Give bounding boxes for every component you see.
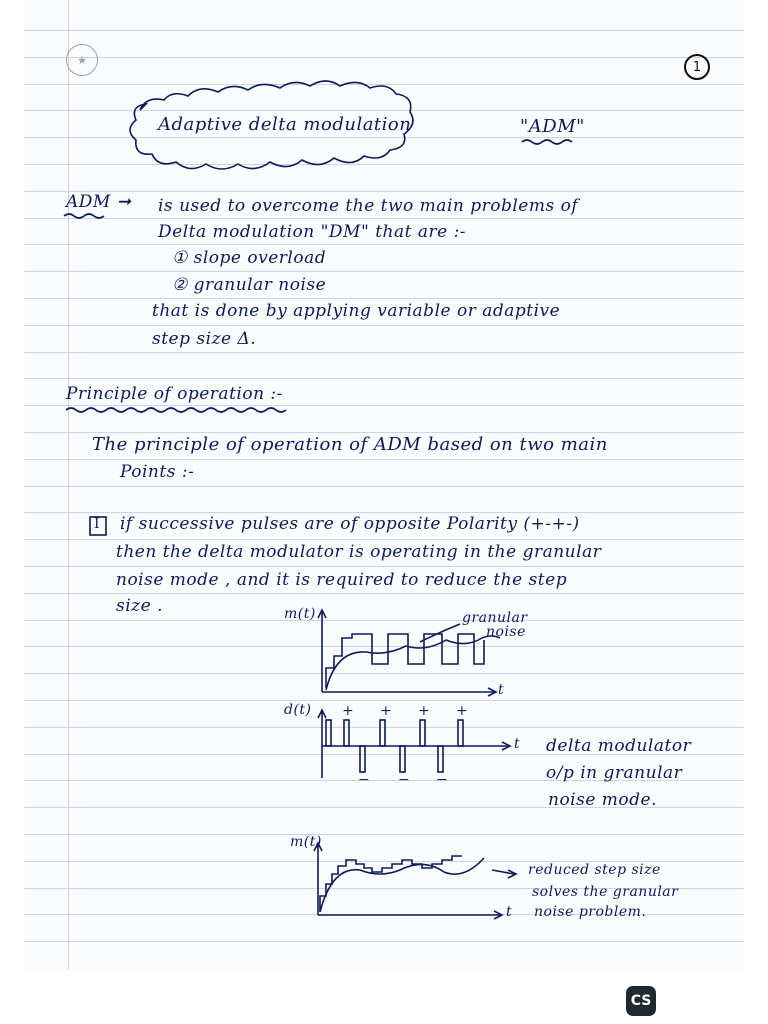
graph3-caption-3: noise problem. [534,904,647,920]
graph2-minus-3: − [436,772,449,788]
graph2-plus-4: + [456,703,469,719]
graph2-plus-3: + [418,703,431,719]
graph3-xlabel: t [506,904,513,920]
graph2-xlabel: t [514,736,521,752]
page-title: Adaptive delta modulation [158,114,412,135]
camscanner-logo: CS [626,986,656,1016]
graph3-caption-1: reduced step size [528,862,661,878]
graph3 [314,843,516,919]
abbr-underline [522,140,572,144]
graph1-xlabel: t [498,682,505,698]
graph1-annotation-1: granular [462,610,528,626]
graph2-plus-2: + [380,703,393,719]
graph3-caption-2: solves the granular [532,884,679,900]
point1-line-4: size . [116,596,163,616]
graph3-ylabel: m(t) [290,834,322,850]
graph2 [318,710,510,778]
graph2-minus-1: − [358,772,371,788]
graph1-ylabel: m(t) [284,606,316,622]
point1-line-3: noise mode , and it is required to reduce the step [116,570,568,590]
principle-line-1: The principle of operation of ADM based on two main [92,434,608,455]
graph2-caption-1: delta modulator [546,736,692,756]
graph1-annotation-2: noise [486,624,526,640]
point1-line-1: if successive pulses are of opposite Polarity (+-+-) [120,514,580,534]
heading-underline [66,408,286,412]
problem-item-2: ② granular noise [172,275,327,295]
principle-heading: Principle of operation :- [66,384,283,404]
page-number: 1 [684,54,710,80]
graph2-plus-1: + [342,703,355,719]
point-marker: I [94,516,101,532]
intro-line-3: that is done by applying variable or adaptive [152,301,561,321]
adm-term: ADM ➞ [66,192,132,212]
graph2-minus-2: − [398,772,411,788]
intro-line-2: Delta modulation "DM" that are :- [158,222,467,242]
graph2-ylabel: d(t) [284,702,312,718]
adm-underline [64,214,104,218]
principle-line-2: Points :- [120,462,195,482]
title-abbreviation: "ADM" [520,116,585,137]
graph2-caption-3: noise mode. [548,790,658,810]
problem-item-1: ① slope overload [172,248,327,268]
graph2-caption-2: o/p in granular [546,763,683,783]
page-stamp: ★ [66,44,98,76]
point1-line-2: then the delta modulator is operating in the granular [116,542,602,562]
intro-line-1: is used to overcome the two main problems of [158,196,579,216]
intro-line-4: step size Δ. [152,329,257,349]
